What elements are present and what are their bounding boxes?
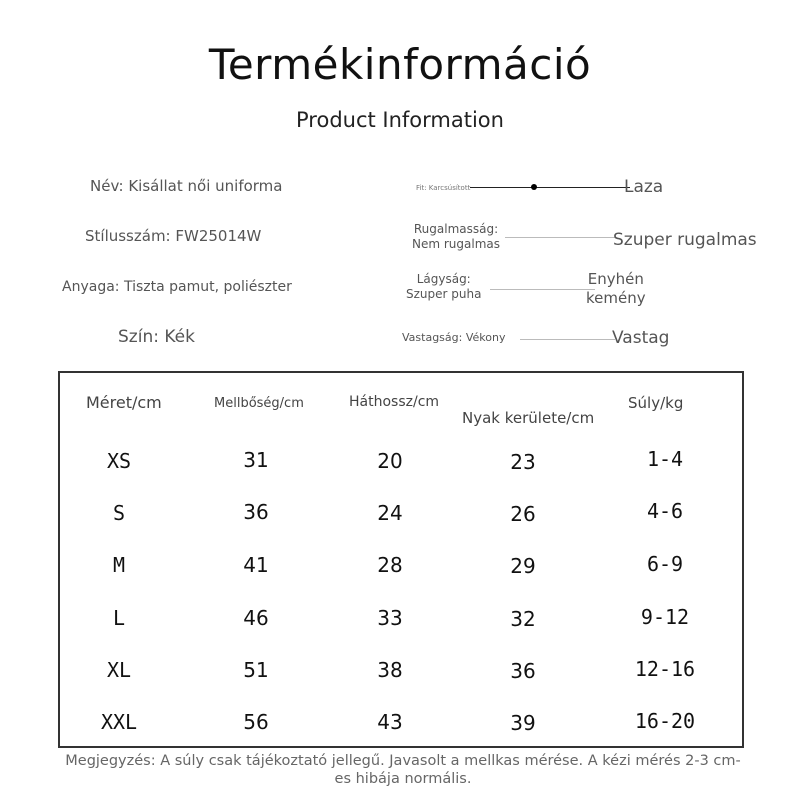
softness-scale-right-label <box>586 270 646 308</box>
table-cell: 4-6 <box>646 499 684 523</box>
table-cell: 26 <box>510 502 536 526</box>
table-cell: 33 <box>377 606 403 630</box>
thickness-scale-track <box>520 339 615 340</box>
table-cell: XXL <box>100 710 138 734</box>
table-cell: S <box>112 501 126 525</box>
softness-label-line2: Szuper puha <box>406 287 482 301</box>
elasticity-label-line1: Rugalmasság: <box>413 222 499 236</box>
table-cell: 32 <box>510 607 536 631</box>
style-number: Stílusszám: FW25014W <box>85 227 262 245</box>
table-cell: XS <box>106 449 132 473</box>
softness-label-line1: Lágyság: <box>416 272 471 286</box>
softness-scale-track <box>490 289 595 290</box>
table-cell: 36 <box>243 500 269 524</box>
softness-right-line2: kemény <box>586 289 646 307</box>
table-cell: 56 <box>243 710 269 734</box>
table-cell: 1-4 <box>646 447 684 471</box>
table-cell: 12-16 <box>634 657 696 681</box>
color: Szín: Kék <box>118 327 195 347</box>
material: Anyaga: Tiszta pamut, poliészter <box>62 279 292 295</box>
table-cell: 46 <box>243 606 269 630</box>
softness-right-line1: Enyhén <box>587 270 644 288</box>
header-weight: Súly/kg <box>628 394 684 412</box>
fit-scale-left-label: Fit: Karcsúsított <box>416 184 471 192</box>
header-back-length: Háthossz/cm <box>349 394 440 410</box>
fit-scale-track <box>470 187 630 188</box>
elasticity-label-line2: Nem rugalmas <box>412 237 501 251</box>
softness-scale-left-label <box>406 272 481 302</box>
table-cell: 31 <box>243 448 269 472</box>
table-cell: 23 <box>510 450 536 474</box>
table-cell: 38 <box>377 658 403 682</box>
measurement-note: Megjegyzés: A súly csak tájékoztató jellegű. Javasolt a mellkas mérése. A kézi mérés 2-3 cm-es hibája normális. <box>65 753 741 787</box>
table-cell: M <box>112 553 126 577</box>
table-cell: 9-12 <box>640 605 690 629</box>
table-cell: 36 <box>510 659 536 683</box>
page-title: Termékinformáció <box>208 40 592 89</box>
table-cell: 6-9 <box>646 552 684 576</box>
table-cell: L <box>112 606 126 630</box>
table-cell: 39 <box>510 711 536 735</box>
fit-scale-marker <box>531 184 537 190</box>
header-neck: Nyak kerülete/cm <box>462 409 595 427</box>
table-cell: XL <box>106 658 132 682</box>
table-cell: 29 <box>510 554 536 578</box>
table-cell: 20 <box>377 449 403 473</box>
page-subtitle: Product Information <box>296 108 504 132</box>
elasticity-scale-right-label: Szuper rugalmas <box>613 230 757 250</box>
fit-scale-right-label: Laza <box>624 177 664 197</box>
thickness-scale-left-label: Vastagság: Vékony <box>402 331 506 344</box>
header-size: Méret/cm <box>86 393 162 412</box>
product-name: Név: Kisállat női uniforma <box>90 177 283 195</box>
table-cell: 28 <box>377 553 403 577</box>
elasticity-scale-left-label <box>412 222 500 252</box>
table-cell: 16-20 <box>634 709 696 733</box>
table-cell: 51 <box>243 658 269 682</box>
table-cell: 24 <box>377 501 403 525</box>
thickness-scale-right-label: Vastag <box>612 328 670 348</box>
elasticity-scale-track <box>505 237 615 238</box>
table-cell: 43 <box>377 710 403 734</box>
header-chest: Mellbőség/cm <box>214 396 304 411</box>
table-cell: 41 <box>243 553 269 577</box>
